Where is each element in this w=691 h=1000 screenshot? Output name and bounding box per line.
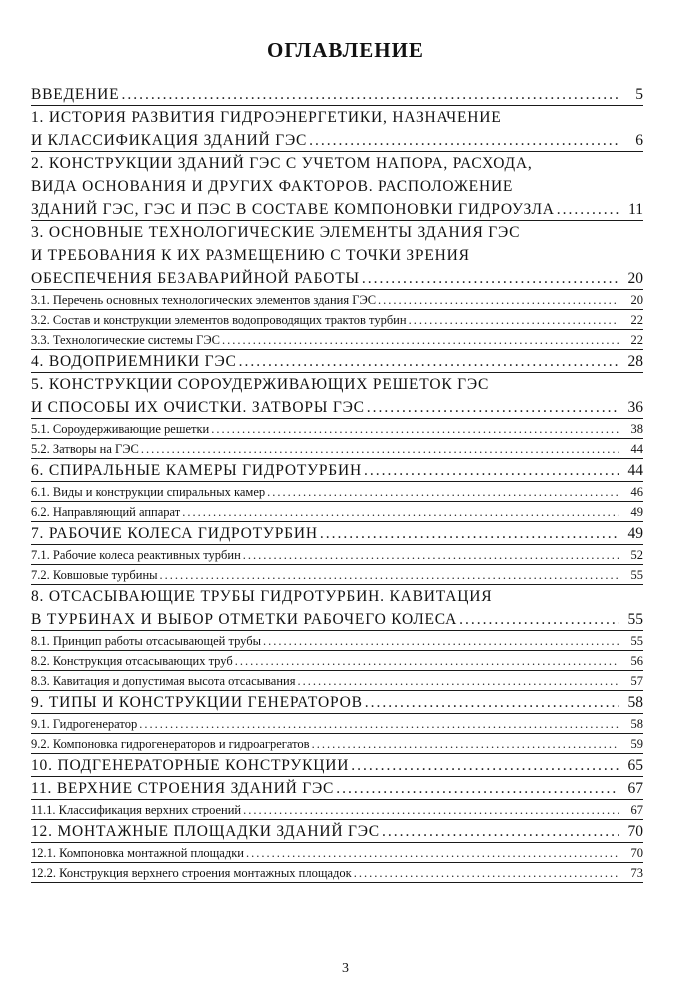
toc-entry-line: [31, 350, 643, 373]
toc-chapter-entry: [31, 350, 643, 373]
toc-entry-title: 3.1. Перечень основных технологических элементов здания ГЭС: [31, 293, 377, 307]
toc-page-number: 22: [630, 313, 643, 327]
dot-leader: [382, 820, 619, 843]
toc-entry-title: 5.1. Сороудерживающие решетки: [31, 422, 210, 436]
dot-leader: [459, 608, 619, 631]
toc-page-number: 67: [630, 803, 643, 817]
dot-leader: [267, 482, 619, 502]
dot-leader: [378, 290, 619, 310]
toc-entry-line: [31, 522, 643, 545]
toc-entry-title: 12. МОНТАЖНЫЕ ПЛОЩАДКИ ЗДАНИЙ ГЭС: [31, 823, 380, 840]
toc-entry-title: 9.2. Компоновка гидрогенераторов и гидроагрегатов: [31, 737, 310, 751]
toc-entry-title: И КЛАССИФИКАЦИЯ ЗДАНИЙ ГЭС: [31, 132, 308, 149]
toc-entry-title: 6.1. Виды и конструкции спиральных камер: [31, 485, 266, 499]
toc-section-entry: [31, 310, 643, 330]
toc-page-number: 56: [630, 654, 643, 668]
toc-entry-line: [31, 545, 643, 565]
dot-leader: [263, 631, 619, 651]
toc-chapter-entry: [31, 522, 643, 545]
toc-page-number: 59: [630, 737, 643, 751]
toc-entry-line: [31, 439, 643, 459]
entry-underline: [31, 882, 643, 883]
toc-entry-title: И ТРЕБОВАНИЯ К ИХ РАЗМЕЩЕНИЮ С ТОЧКИ ЗРЕНИЯ: [31, 247, 470, 264]
toc-entry-line: [31, 419, 643, 439]
toc-section-entry: [31, 863, 643, 883]
toc-entry-title: 7.1. Рабочие колеса реактивных турбин: [31, 548, 241, 562]
toc-entry-line: [31, 152, 643, 175]
toc-entry-line: [31, 502, 643, 522]
toc-chapter-entry: [31, 585, 643, 631]
toc-page-number: 44: [630, 442, 643, 456]
dot-leader: [235, 651, 619, 671]
toc-entry-title: 4. ВОДОПРИЕМНИКИ ГЭС: [31, 353, 237, 370]
toc-page-number: 49: [627, 525, 643, 542]
toc-entry-line: [31, 734, 643, 754]
toc-entry-line: [31, 83, 643, 106]
toc-page-number: 70: [630, 846, 643, 860]
toc-entry-title: ВВЕДЕНИЕ: [31, 86, 120, 103]
dot-leader: [141, 439, 619, 459]
toc-entry-line: [31, 565, 643, 585]
dot-leader: [557, 198, 619, 221]
toc-entry-line: [31, 459, 643, 482]
toc-entry-title: 7. РАБОЧИЕ КОЛЕСА ГИДРОТУРБИН: [31, 525, 318, 542]
toc-entry-title: 12.2. Конструкция верхнего строения монтажных площадок: [31, 866, 352, 880]
dot-leader: [182, 502, 619, 522]
toc-entry-line: [31, 863, 643, 883]
toc-entry-title: 6.2. Направляющий аппарат: [31, 505, 181, 519]
toc-entry-title: 3.2. Состав и конструкции элементов водопроводящих трактов турбин: [31, 313, 407, 327]
toc-page-number: 55: [630, 568, 643, 582]
toc-entry-title: 7.2. Ковшовые турбины: [31, 568, 158, 582]
toc-section-entry: [31, 419, 643, 439]
toc-page-number: 70: [627, 823, 643, 840]
toc-entry-line: [31, 691, 643, 714]
toc-page-number: 58: [630, 717, 643, 731]
toc-chapter-entry: [31, 373, 643, 419]
toc-entry-title: 5.2. Затворы на ГЭС: [31, 442, 139, 456]
toc-page-number: 57: [630, 674, 643, 688]
toc-entry-title: 3. ОСНОВНЫЕ ТЕХНОЛОГИЧЕСКИЕ ЭЛЕМЕНТЫ ЗДАНИЯ ГЭС: [31, 224, 521, 241]
toc-entry-line: [31, 373, 643, 396]
toc-section-entry: [31, 734, 643, 754]
toc-entry-line: [31, 714, 643, 734]
toc-chapter-entry: [31, 221, 643, 290]
toc-entry-title: 12.1. Компоновка монтажной площадки: [31, 846, 244, 860]
dot-leader: [243, 545, 619, 565]
toc-page-number: 11: [628, 201, 643, 218]
toc-section-entry: [31, 502, 643, 522]
toc-section-entry: [31, 651, 643, 671]
toc-page-number: 65: [627, 757, 643, 774]
toc-entry-title: 9. ТИПЫ И КОНСТРУКЦИИ ГЕНЕРАТОРОВ: [31, 694, 363, 711]
toc-section-entry: [31, 565, 643, 585]
toc-entry-line: [31, 244, 643, 267]
toc-page-number: 44: [627, 462, 643, 479]
page-title: ОГЛАВЛЕНИЕ: [267, 38, 424, 62]
toc-entry-title: В ТУРБИНАХ И ВЫБОР ОТМЕТКИ РАБОЧЕГО КОЛЕСА: [31, 611, 458, 628]
dot-leader: [354, 863, 619, 883]
dot-leader: [365, 691, 619, 714]
dot-leader: [239, 350, 619, 373]
toc-entry-title: ОБЕСПЕЧЕНИЯ БЕЗАВАРИЙНОЙ РАБОТЫ: [31, 270, 360, 287]
dot-leader: [312, 734, 619, 754]
toc-entry-title: 1. ИСТОРИЯ РАЗВИТИЯ ГИДРОЭНЕРГЕТИКИ, НАЗНАЧЕНИЕ: [31, 109, 502, 126]
dot-leader: [222, 330, 619, 350]
toc-entry-line: [31, 106, 643, 129]
toc-entry-line: [31, 221, 643, 244]
toc-entry-title: 10. ПОДГЕНЕРАТОРНЫЕ КОНСТРУКЦИИ: [31, 757, 350, 774]
dot-leader: [121, 83, 619, 106]
dot-leader: [243, 800, 619, 820]
toc-entry-title: ВИДА ОСНОВАНИЯ И ДРУГИХ ФАКТОРОВ. РАСПОЛОЖЕНИЕ: [31, 178, 514, 195]
dot-leader: [246, 843, 619, 863]
dot-leader: [297, 671, 619, 691]
toc-page-number: 55: [627, 611, 643, 628]
dot-leader: [160, 565, 619, 585]
toc-page-number: 55: [630, 634, 643, 648]
dot-leader: [362, 267, 619, 290]
toc-section-entry: [31, 290, 643, 310]
dot-leader: [336, 777, 619, 800]
dot-leader: [409, 310, 619, 330]
dot-leader: [211, 419, 619, 439]
toc-page-number: 58: [627, 694, 643, 711]
dot-leader: [367, 396, 619, 419]
toc-entry-title: 9.1. Гидрогенератор: [31, 717, 138, 731]
toc-page-number: 20: [627, 270, 643, 287]
toc-section-entry: [31, 439, 643, 459]
dot-leader: [139, 714, 619, 734]
toc-entry-line: [31, 843, 643, 863]
toc-entry-line: [31, 267, 643, 290]
toc-page-number: 36: [627, 399, 643, 416]
dot-leader: [351, 754, 619, 777]
toc-entry-title: 3.3. Технологические системы ГЭС: [31, 333, 220, 347]
toc-section-entry: [31, 843, 643, 863]
dot-leader: [309, 129, 619, 152]
toc-entry-title: 11. ВЕРХНИЕ СТРОЕНИЯ ЗДАНИЙ ГЭС: [31, 780, 335, 797]
toc-entry-line: [31, 129, 643, 152]
toc-chapter-entry: [31, 777, 643, 800]
toc-section-entry: [31, 714, 643, 734]
toc-page-number: 5: [635, 86, 643, 103]
toc-entry-line: [31, 800, 643, 820]
toc-entry-line: [31, 608, 643, 631]
toc-entry-title: 8.1. Принцип работы отсасывающей трубы: [31, 634, 262, 648]
toc-entry-title: 5. КОНСТРУКЦИИ СОРОУДЕРЖИВАЮЩИХ РЕШЕТОК ГЭС: [31, 376, 490, 393]
toc-entry-title: 8.2. Конструкция отсасывающих труб: [31, 654, 233, 668]
toc-chapter-entry: [31, 820, 643, 843]
toc-page-number: 28: [627, 353, 643, 370]
toc-chapter-entry: [31, 106, 643, 152]
page-number: 3: [342, 961, 349, 976]
toc-section-entry: [31, 482, 643, 502]
dot-leader: [364, 459, 619, 482]
toc-section-entry: [31, 545, 643, 565]
toc-chapter-entry: [31, 459, 643, 482]
toc-entry-line: [31, 482, 643, 502]
toc-entry-line: [31, 585, 643, 608]
toc-entry-title: И СПОСОБЫ ИХ ОЧИСТКИ. ЗАТВОРЫ ГЭС: [31, 399, 365, 416]
table-of-contents: [31, 83, 643, 883]
toc-entry-line: [31, 651, 643, 671]
toc-entry-title: 11.1. Классификация верхних строений: [31, 803, 242, 817]
toc-page-number: 20: [630, 293, 643, 307]
toc-chapter-entry: [31, 691, 643, 714]
toc-entry-title: 8. ОТСАСЫВАЮЩИЕ ТРУБЫ ГИДРОТУРБИН. КАВИТАЦИЯ: [31, 588, 493, 605]
toc-page-number: 6: [635, 132, 643, 149]
toc-chapter-entry: [31, 83, 643, 106]
toc-entry-title: 8.3. Кавитация и допустимая высота отсасывания: [31, 674, 296, 688]
toc-entry-line: [31, 290, 643, 310]
toc-page-number: 73: [630, 866, 643, 880]
toc-entry-line: [31, 310, 643, 330]
toc-chapter-entry: [31, 152, 643, 221]
toc-page-number: 22: [630, 333, 643, 347]
toc-section-entry: [31, 800, 643, 820]
toc-section-entry: [31, 671, 643, 691]
toc-entry-line: [31, 671, 643, 691]
toc-entry-line: [31, 175, 643, 198]
toc-section-entry: [31, 330, 643, 350]
toc-page-number: 49: [630, 505, 643, 519]
toc-entry-line: [31, 631, 643, 651]
toc-entry-title: 2. КОНСТРУКЦИИ ЗДАНИЙ ГЭС С УЧЕТОМ НАПОРА, РАСХОДА,: [31, 155, 533, 172]
toc-entry-title: 6. СПИРАЛЬНЫЕ КАМЕРЫ ГИДРОТУРБИН: [31, 462, 362, 479]
toc-entry-line: [31, 754, 643, 777]
toc-page-number: 46: [630, 485, 643, 499]
toc-entry-line: [31, 777, 643, 800]
toc-entry-line: [31, 396, 643, 419]
toc-section-entry: [31, 631, 643, 651]
toc-page-number: 38: [630, 422, 643, 436]
toc-page-number: 67: [627, 780, 643, 797]
toc-entry-title: ЗДАНИЙ ГЭС, ГЭС И ПЭС В СОСТАВЕ КОМПОНОВКИ ГИДРОУЗЛА: [31, 201, 555, 218]
toc-entry-line: [31, 330, 643, 350]
toc-page-number: 52: [630, 548, 643, 562]
dot-leader: [320, 522, 619, 545]
toc-chapter-entry: [31, 754, 643, 777]
toc-entry-line: [31, 198, 643, 221]
toc-entry-line: [31, 820, 643, 843]
